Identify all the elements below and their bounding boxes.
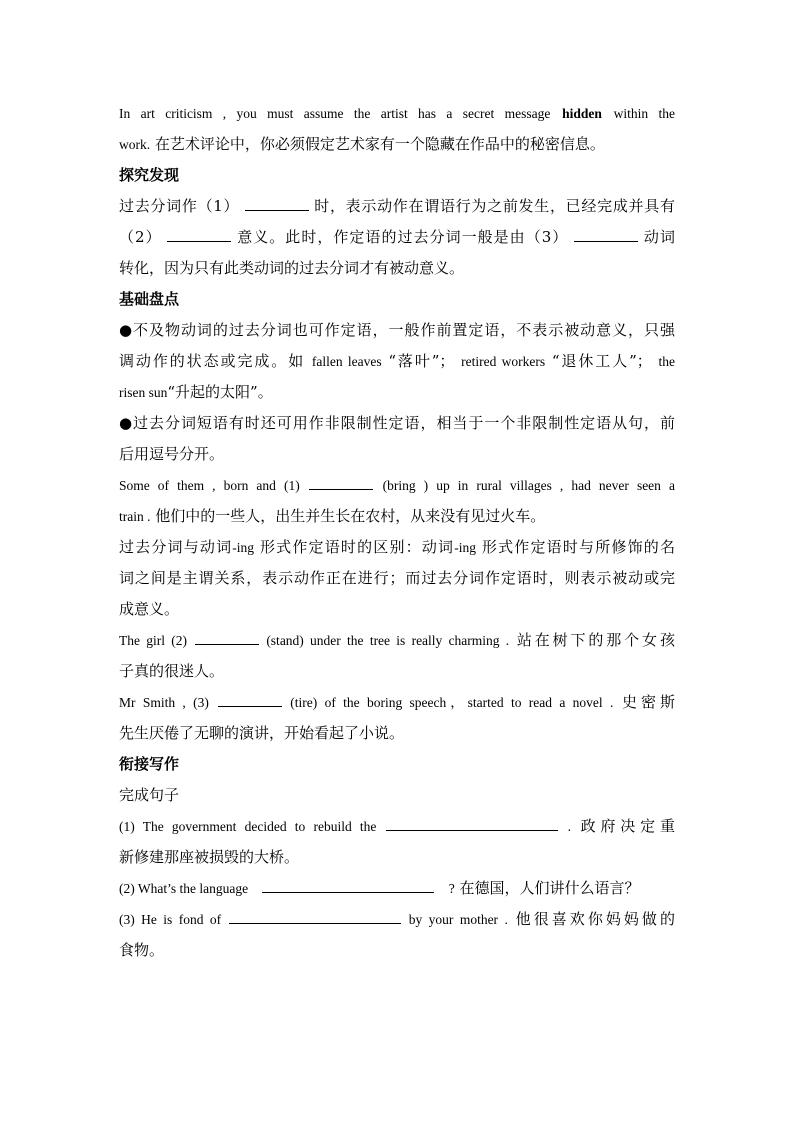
fill-blank[interactable] xyxy=(195,643,259,645)
basics-bullet-1-line-2 xyxy=(119,346,675,377)
explore-line-2 xyxy=(119,222,675,253)
example-3-line-1 xyxy=(119,687,675,718)
difference-term: -ing xyxy=(454,540,476,555)
example-3-line-2: 先生厌倦了无聊的演讲，开始看起了小说。 xyxy=(119,724,405,742)
writing-heading: 衔接写作 xyxy=(119,755,180,773)
example-2-text: The girl (2) xyxy=(119,633,187,648)
example-1-line-1 xyxy=(119,470,675,501)
difference-line-3: 成意义。 xyxy=(119,600,180,618)
difference-line-1 xyxy=(119,532,675,563)
example-zh: 在艺术评论中，你必须假定艺术家有一个隐藏在作品中的秘密信息。 xyxy=(154,135,605,153)
example-2-line-2: 子真的很迷人。 xyxy=(119,662,225,680)
example-1-line-2 xyxy=(119,501,675,532)
answer-blank[interactable] xyxy=(262,891,434,893)
example-2-line-1 xyxy=(119,625,675,656)
document-page xyxy=(119,98,675,966)
sentence-1-translation: 政府决定重 xyxy=(580,817,675,835)
sentence-2-translation: 在德国，人们讲什么语言？ xyxy=(459,879,640,897)
difference-line-2: 词之间是主谓关系，表示动作正在进行；而过去分词作定语时，则表示被动或完 xyxy=(119,569,675,587)
basics-term: the xyxy=(658,354,675,369)
example-en-hidden: hidden xyxy=(562,106,602,121)
basics-term: fallen leaves xyxy=(311,354,382,369)
sentence-3-translation: 他很喜欢你妈妈做的 xyxy=(515,910,675,928)
basics-heading: 基础盘点 xyxy=(119,290,180,308)
sentence-3-text: by your mother . xyxy=(408,912,508,927)
explore-text: 意义。此时，作定语的过去分词一般是由（3） xyxy=(237,228,569,246)
basics-term: risen sun xyxy=(119,385,168,400)
example-1-translation: 他们中的一些人，出生并生长在农村，从来没有见过火车。 xyxy=(155,507,546,525)
basics-bullet-2-line-1: ●过去分词短语有时还可用作非限制性定语，相当于一个非限制性定语从句，前 xyxy=(119,414,675,432)
example-line-1 xyxy=(119,98,675,129)
difference-text: 过去分词与动词 xyxy=(119,538,233,556)
basics-text: “退休工人”； xyxy=(551,352,652,370)
example-3-text: Mr Smith , (3) xyxy=(119,695,209,710)
explore-line-3: 转化，因为只有此类动词的过去分词才有被动意义。 xyxy=(119,259,465,277)
example-1-text: train . xyxy=(119,509,151,524)
example-en-3: work. xyxy=(119,137,151,152)
example-en-1: In art criticism , you must assume the artist has a secret message xyxy=(119,106,551,121)
answer-blank[interactable] xyxy=(386,829,558,831)
basics-bullet-1-line-1: ●不及物动词的过去分词也可作定语，一般作前置定语，不表示被动意义，只强 xyxy=(119,321,675,339)
sentence-1-line-2: 新修建那座被损毁的大桥。 xyxy=(119,848,300,866)
explore-text: （2） xyxy=(119,228,162,246)
fill-blank[interactable] xyxy=(574,240,638,242)
sentence-1-text: . xyxy=(567,819,572,834)
basics-text: 调动作的状态或完成。如 xyxy=(119,352,306,370)
difference-text: 形式作定语时的区别：动词 xyxy=(260,538,455,556)
sentence-3-line-1 xyxy=(119,904,675,935)
difference-text: 形式作定语时与所修饰的名 xyxy=(481,538,675,556)
explore-text: 过去分词作（1） xyxy=(119,197,240,215)
example-1-text: Some of them , born and (1) xyxy=(119,478,300,493)
explore-text: 时，表示动作在谓语行为之前发生，已经完成并具有 xyxy=(314,197,675,215)
difference-term: -ing xyxy=(232,540,255,555)
sentence-1-text: (1) The government decided to rebuild the xyxy=(119,819,377,834)
fill-blank[interactable] xyxy=(167,240,231,242)
example-1-text: (bring ) up in rural villages , had never seen a xyxy=(382,478,675,493)
basics-text: “落叶”； xyxy=(388,352,455,370)
example-en-2: within the xyxy=(613,106,675,121)
example-3-text: (tire) of the boring speech，started to read a novel . xyxy=(290,695,614,710)
example-2-translation: 站在树下的那个女孩 xyxy=(516,631,675,649)
sentence-3-line-2: 食物。 xyxy=(119,941,165,959)
sentence-2-text: ? xyxy=(448,881,455,896)
basics-term: retired workers xyxy=(461,354,546,369)
example-3-translation: 史密斯 xyxy=(622,693,675,711)
basics-bullet-2-line-2: 后用逗号分开。 xyxy=(119,445,225,463)
example-2-text: (stand) under the tree is really charming . xyxy=(266,633,510,648)
explore-heading: 探究发现 xyxy=(119,166,180,184)
basics-bullet-1-line-3 xyxy=(119,377,675,408)
example-line-2 xyxy=(119,129,675,160)
explore-line-1 xyxy=(119,191,675,222)
fill-blank[interactable] xyxy=(245,209,309,211)
answer-blank[interactable] xyxy=(229,922,401,924)
fill-blank[interactable] xyxy=(309,488,373,490)
fill-blank[interactable] xyxy=(218,705,282,707)
sentence-2-line xyxy=(119,873,675,904)
explore-text: 动词 xyxy=(643,228,675,246)
basics-text: “升起的太阳”。 xyxy=(167,383,273,401)
sentence-3-text: (3) He is fond of xyxy=(119,912,222,927)
writing-subtitle: 完成句子 xyxy=(119,786,180,804)
sentence-2-text: (2) What’s the language xyxy=(119,881,249,896)
sentence-1-line-1 xyxy=(119,811,675,842)
